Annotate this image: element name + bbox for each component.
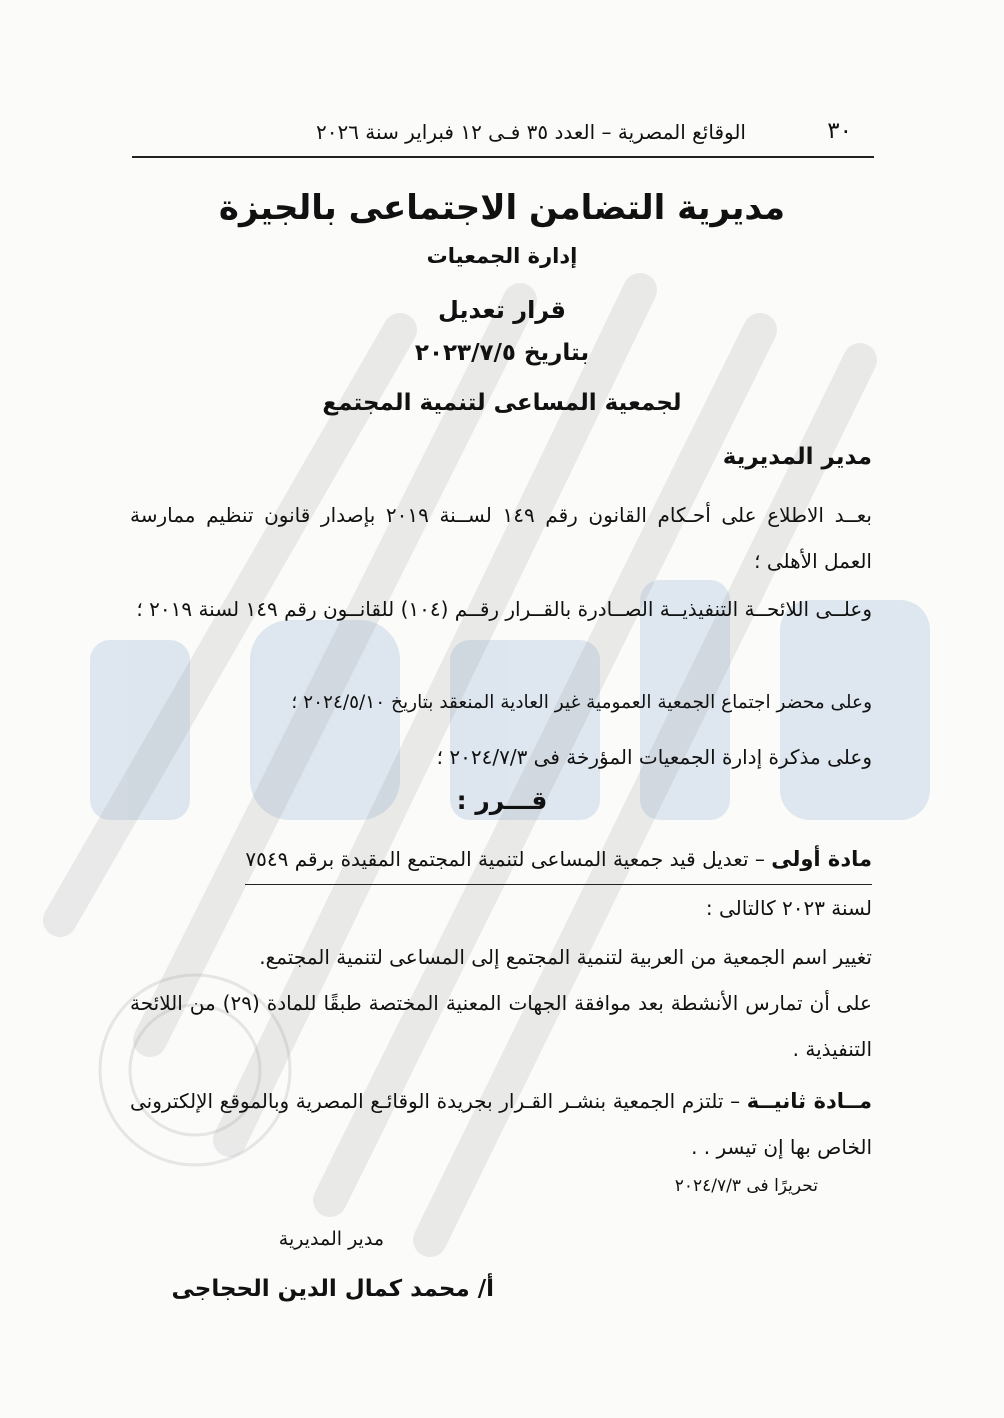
article-one-text: – تعديل قيد جمعية المساعى لتنمية المجتمع المقيدة برقم ٧٥٤٩ — [245, 847, 772, 871]
directorate-title: مديرية التضامن الاجتماعى بالجيزة — [218, 188, 786, 228]
paragraph-memo: وعلى مذكرة إدارة الجمعيات المؤرخة فى ٢٠٢٤/٧/٣ ؛ — [436, 745, 872, 769]
department-name: إدارة الجمعيات — [426, 244, 578, 268]
issue-line: الوقائع المصرية – العدد ٣٥ فـى ١٢ فبراير سنة ٢٠٢٦ — [315, 120, 746, 144]
paragraph-regulation: وعلــى اللائحــة التنفيذيــة الصــادرة بالقــرار رقــم (١٠٤) للقانــون رقم ١٤٩ لسنة ٢٠١٩ ؛ — [136, 597, 872, 621]
page-header — [132, 112, 874, 158]
page-number: ٣٠ — [827, 118, 852, 144]
association-name: لجمعية المساعى لتنمية المجتمع — [322, 390, 682, 416]
signature-title: مدير المديرية — [278, 1228, 384, 1250]
article-two-text: – تلتزم الجمعية بنشـر القـرار بجريدة الوقائـع المصرية وبالموقع الإلكترونى الخاص بها إن تيسر . . — [130, 1089, 872, 1159]
article-two-label: مــادة ثانيــة — [746, 1089, 873, 1113]
article-one-text-continued: لسنة ٢٠٢٣ كالتالى : — [705, 896, 872, 920]
article-one-label: مادة أولى — [771, 847, 872, 871]
name-change-text: تغيير اسم الجمعية من العربية لتنمية المجتمع إلى المساعى لتنمية المجتمع. — [259, 945, 872, 969]
article-two — [130, 1078, 872, 1170]
signature-name: أ/ محمد كمال الدين الحجاجى — [171, 1276, 494, 1302]
paragraph-law: بعــد الاطلاع على أحـكام القانون رقم ١٤٩ لســنة ٢٠١٩ بإصدار قانون تنظيم ممارسة العمل الأهلى ؛ — [130, 503, 872, 573]
issued-date: تحريرًا فى ٢٠٢٤/٧/٣ — [674, 1176, 818, 1196]
decision-title: قرار تعديل — [438, 296, 566, 324]
paragraph-minutes: وعلى محضر اجتماع الجمعية العمومية غير العادية المنعقد بتاريخ ٢٠٢٤/٥/١٠ ؛ — [291, 692, 872, 713]
condition-text: على أن تمارس الأنشطة بعد موافقة الجهات المعنية المختصة طبقًا للمادة (٢٩) من اللائحة التنفيذية . — [130, 991, 872, 1061]
article-one-first-line — [245, 836, 872, 885]
decision-date: بتاريخ ٢٠٢٣/٧/٥ — [414, 340, 590, 366]
subheading: مدير المديرية — [722, 444, 872, 470]
article-one — [130, 836, 872, 931]
decided-heading: قـــرر : — [456, 786, 548, 815]
